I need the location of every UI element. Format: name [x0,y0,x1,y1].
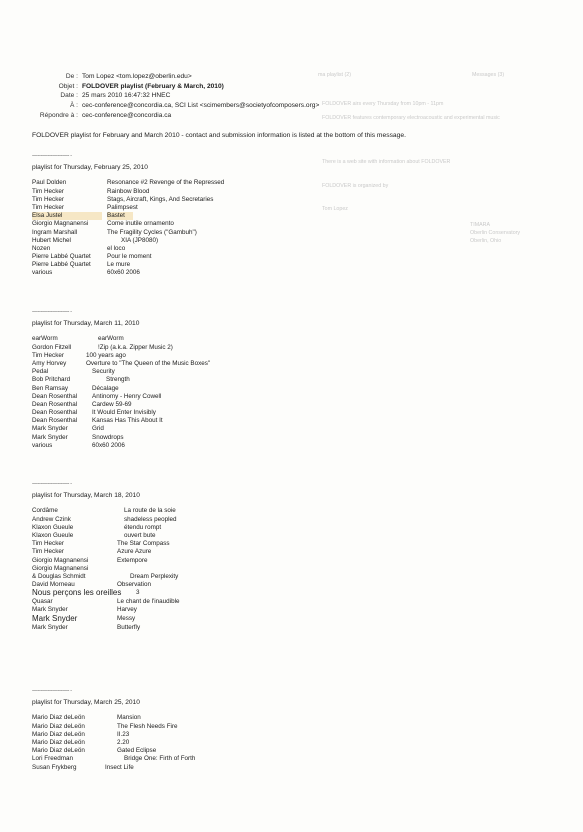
track-title: Gated Eclipse [117,747,157,755]
to-label: À : [69,102,78,110]
playlist-title: playlist for Thursday, March 18, 2010 [32,492,140,500]
track-row [32,425,139,433]
track-row [32,376,139,384]
date-row [0,91,583,101]
track-title: Pour le moment [107,253,152,261]
track-artist: Elsa Justel [32,212,102,220]
track-title: The Fragility Cycles ("Gambuh") [107,228,197,236]
track-title: Strength [106,376,130,384]
track-artist: Mark Snyder [32,425,68,433]
track-artist: Nous perçons les oreilles [32,588,122,598]
track-artist: Mark Snyder [32,623,68,631]
track-artist: Ben Ramsay [32,384,69,392]
from-value: Tom Lopez <tom.lopez@oberlin.edu> [82,73,192,80]
track-title: Antinomy - Henry Cowell [92,392,162,400]
track-title: 60x60 2006 [107,269,140,277]
track-row [32,409,156,417]
track-title: Stags, Aircraft, Kings, And Secretaries [107,195,214,203]
track-title: ouvert bute [124,531,156,539]
track-row [32,220,174,228]
track-title: Snowdrops [92,433,124,441]
track-title: 100 years ago [86,351,126,359]
track-artist: various [32,269,53,277]
track-artist: & Douglas Schmidt [32,572,86,580]
track-row [32,261,148,269]
track-artist: Hubert Michel [32,236,71,244]
track-title: Observation [117,581,151,589]
from-label: De : [65,73,78,80]
track-row [32,747,157,755]
track-row [32,531,156,540]
playlist-title: playlist for Thursday, February 25, 2010 [32,164,148,172]
track-artist: Dean Rosenthal [32,392,78,400]
track-artist: Tim Hecker [32,195,64,203]
separator: -------------------------- - [32,688,72,694]
track-title: Overture to "The Queen of the Music Boxes" [86,359,211,367]
track-title: Bridge One: Firth of Forth [124,755,196,763]
track-artist: Pedal [32,368,49,376]
track-row [32,359,211,368]
intro-text: FOLDOVER playlist for February and March 2010 - contact and submission information is listed at the bottom of this message. [32,132,406,139]
track-title: Mansion [117,714,141,722]
track-artist: Mario Diaz deLeön [32,722,85,730]
track-row [32,417,163,425]
track-artist: Dean Rosenthal [32,417,78,425]
track-row [32,624,140,632]
track-row [32,401,139,409]
track-artist: Pierre Labbé Quartet [32,253,91,261]
track-title: Extempore [117,556,148,564]
track-row [32,755,196,763]
reply-to-row [0,111,583,121]
track-artist: Lori Freedman [32,755,73,763]
track-row [32,731,140,739]
track-title: shadeless peopled [124,515,177,523]
track-artist: Bob Pritchard [32,376,71,384]
track-title: Cardew 59-69 [92,400,132,408]
track-title: Le mure [107,261,131,269]
separator: -------------------------- - [32,153,72,159]
playlist-section [32,308,211,450]
track-row [32,269,148,277]
track-artist: Giorgio Magnanensi [32,220,89,228]
track-title: Insect Life [105,763,134,771]
track-row [32,335,139,343]
track-title: Security [92,368,115,376]
track-artist: Mark Snyder [32,433,68,441]
track-row [32,739,140,747]
track-artist: Klaxon Gueule [32,523,74,531]
track-row [32,589,140,598]
track-row [32,253,152,261]
track-artist: Mario Diaz deLeön [32,714,85,722]
playlist-section [32,687,196,772]
track-title: It Would Enter Invisibly [92,409,156,417]
track-artist: Tim Hecker [32,203,64,211]
playlist-title: playlist for Thursday, March 25, 2010 [32,699,140,707]
track-artist: Quasar [32,598,53,606]
track-title: Palimpsest [107,203,138,211]
track-row [32,434,139,442]
track-title: Butterfly [117,623,141,631]
track-title: The Flesh Needs Fire [117,722,178,730]
track-title: Dream Perplexity [130,572,179,580]
track-row [32,236,159,245]
subject-label: Objet : [58,82,78,90]
track-title: Azure Azure [117,548,152,556]
track-row [32,204,148,212]
track-row [32,540,170,548]
track-artist: earWorm [32,335,58,343]
track-artist: Mark Snyder [32,606,68,614]
to-value: cec-conference@concordia.ca, SCI List <scimembers@societyofcomposers.org> [82,102,320,110]
track-artist: Mario Diaz deLeön [32,730,85,738]
to-row [0,101,583,111]
track-artist: Dean Rosenthal [32,400,78,408]
track-artist: Cordâme [32,507,58,515]
track-title: Bastet [107,212,133,220]
track-title: Kansas Has This About It [92,417,163,425]
track-artist: Giorgio Magnanensi [32,564,89,572]
track-title: Messy [117,614,136,622]
track-artist: Pierre Labbé Quartet [32,261,91,269]
track-artist: Mark Snyder [32,613,78,623]
track-row [32,195,214,204]
track-row [32,598,180,606]
playlist-title: playlist for Thursday, March 11, 2010 [32,320,140,328]
track-title: 2.20 [117,738,130,746]
subject-value: FOLDOVER playlist (February & March, 2010) [82,82,224,90]
track-title: Décalage [92,384,119,392]
track-title: Come inutile ornamento [107,220,174,228]
track-artist: Klaxon Gueule [32,531,74,539]
track-title: The Star Compass [117,540,170,548]
track-title: 3 [136,589,140,597]
track-artist: Gordon Fitzell [32,343,72,351]
track-title: earWorm [98,335,124,343]
track-title: La route de la soie [124,507,176,515]
track-artist: Dean Rosenthal [32,409,78,417]
track-title: Rainbow Blood [107,187,150,195]
track-row [32,714,140,722]
track-artist: Andrew Czink [32,515,71,523]
track-row [32,352,139,360]
track-title: Resonance #2 Revenge of the Repressed [107,179,225,187]
track-row [32,507,176,515]
playlist-section [32,480,180,632]
track-row [32,245,148,253]
track-artist: Mario Diaz deLeön [32,747,85,755]
track-title: II.23 [117,730,130,738]
track-row [32,179,225,187]
track-row [32,515,177,524]
track-title: !Zip (a.k.a. Zipper Music 2) [98,343,173,351]
track-artist: Tim Hecker [32,540,64,548]
track-title: Grid [92,425,104,433]
separator: -------------------------- - [32,481,72,487]
date-value: 25 mars 2010 16:47:32 HNEC [82,92,171,100]
track-row [32,392,162,401]
track-artist: Nozen [32,244,51,252]
track-artist: Tim Hecker [32,187,64,195]
reply-to-value: cec-conference@concordia.ca [82,111,172,119]
track-artist: David Morneau [32,581,75,589]
track-row [32,188,148,196]
track-row [32,442,139,450]
track-row [32,548,152,556]
track-artist: various [32,441,53,449]
track-row [32,523,162,532]
track-artist: Tim Hecker [32,548,64,556]
subject-row [0,82,583,92]
track-row [32,212,148,220]
track-row [32,764,140,772]
track-row [32,572,179,581]
track-artist: Paul Dolden [32,179,67,187]
track-title: 60x60 2006 [92,441,125,449]
track-artist: Amy Horvey [32,359,67,367]
track-row [32,615,140,624]
track-artist: Ingram Marshall [32,228,78,236]
track-title: el loco [107,244,126,252]
track-row [32,722,178,731]
track-row [32,565,140,573]
track-title: XIA (JP8080) [121,236,159,244]
date-label: Date : [60,92,78,100]
track-title: Le chant de l'inaudible [117,598,180,606]
track-artist: Tim Hecker [32,351,64,359]
track-title: Harvey [117,606,137,614]
track-row [32,556,148,565]
track-title: étendu rompt [124,523,162,531]
track-row [32,343,173,352]
track-artist: Susan Frykberg [32,763,77,771]
track-artist: Mario Diaz deLeön [32,738,85,746]
track-row [32,228,197,237]
playlist-section [32,152,225,278]
reply-to-label: Répondre à : [39,111,78,119]
separator: -------------------------- - [32,309,72,315]
from-row [0,72,583,82]
track-row [32,385,139,393]
track-artist: Giorgio Magnanensi [32,556,89,564]
track-row [32,368,139,376]
email-header [0,72,583,121]
